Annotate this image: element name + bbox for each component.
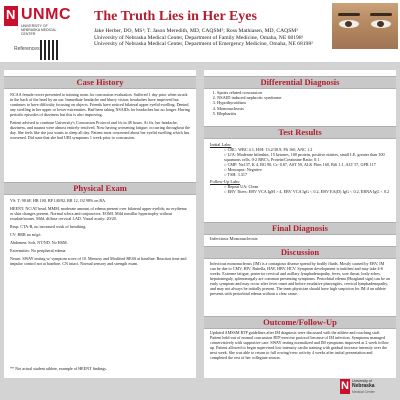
poster-header	[0, 0, 400, 62]
nebraska-n-mark: N	[341, 380, 349, 392]
right-brow	[370, 13, 392, 16]
case-history-paragraph-1: NCAA female rower presented to training room for concussion evaluation. Suffered 1 day prior when struck in the back of the head by an oar. Immediate headache and blurry vision; headaches have improved but continues to have difficulty focusing on objects. Friends have noticed bilateral upper eyelid swelling. Denied any swelling in her upper or lower extremities. Had been taking NSAIDs for headaches but no longer. Having periodic episodes of dizziness but this is also improving.	[10, 92, 190, 117]
affiliation-2: University of Nebraska Medical Center, Department of Emergency Medicine, Omaha, NE 68198²	[94, 41, 313, 48]
unmc-logo-mark: N	[4, 6, 18, 26]
followup-labs-label: Follow-Up Labs:	[210, 179, 241, 185]
affiliation-1: University of Nebraska Medical Center, Department of Family Medicine, Omaha, NE 68198¹	[94, 34, 304, 41]
unmc-logo-text: UNMC	[21, 6, 71, 23]
initial-labs-label: Initial Labs:	[210, 142, 232, 147]
right-column	[204, 70, 396, 378]
nebraska-line-2: Nebraska	[352, 383, 375, 390]
lab-item: ○ CBC: WBC 4.1, H/H: 13.2/38.9, Plt 160, ANC 1.2	[224, 147, 392, 152]
case-history-heading: Case History	[4, 76, 196, 89]
nebraska-line-3: Medical Center	[352, 390, 375, 394]
differential-item: 3. Hypothyroidism	[217, 100, 397, 105]
nebraska-medical-center-logo	[340, 378, 396, 398]
exam-vital-signs: VS: T: 98.6F, HR 100, BP 140/92, RR 12, O2 98% on RA.	[10, 198, 107, 203]
unmc-logo	[4, 6, 71, 40]
exam-extremities: Extremities: No peripheral edema.	[10, 248, 67, 253]
outcome-text: Updated AMSSM RTP guidelines after IM diagnosis were discussed with the athlete and coaching staff. Patient held-out of normal concussion RTP exercise protocol because of IM infection. Symptoms managed conservatively with supportive care. SWAY testing normalized and IM symptoms improved at 2 week follow up. Patient allowed to begin supervised low intensity cardio training with gradual increase intensity over the next week. She was able to return to full rowing/crew activity 4 weeks after initial presentation and completed the rest of her collegiate season.	[210, 330, 389, 360]
outcome-heading: Outcome/Follow-Up	[204, 316, 396, 329]
case-history-paragraph-2: Patient advised to continue University's Concussion Protocol and f/u in 48 hours. At f/u, her headache, dizziness, and nausea were almost entirely resolved. Now having worsening fatigue; occurring throughout the day. She feels like she just wants to sleep all day. Patient most concerned about her eyelid swelling which has worsened. Did state that she had URI symptoms 1 week prior to concussion.	[10, 120, 190, 140]
exam-cv: CV: RRR no m/g/r.	[10, 232, 42, 237]
left-eye	[339, 20, 359, 28]
authors-names: Jake Herber, DO, MS¹; T. Jason Meredith, MD, CAQSM²; Ross Mathiasen, MD, CAQSM²	[94, 28, 298, 34]
discussion-text: Infectious mononucleosis (IM) is a contagious disease spread by bodily fluids. Mostly caused by EBV, IM can be due to CMV, HIV, Rubella, HAV, HBV, HCV. Symptom development is indolent and may take 4-6 weeks. Extreme fatigue, posterior cervical and axillary lymphadenopathy, fever, sore throat, body aches, hepatomegaly, splenomegaly are common presenting symptoms. Periorbital edema (Hoagland sign) can be an early symptom and may occur after fever onset and before exudative pharyngitis, cervical lymphadenopathy, and may not always be initially present. The team physician should have high suspicion for IM if an athlete presents with periorbital edema without a clear cause.	[210, 261, 390, 296]
nebraska-line-1: University of	[352, 379, 372, 383]
eyelid-edema-photo	[332, 3, 398, 49]
lab-item: ○ Repeat UA: Clean	[224, 184, 392, 189]
test-results-heading: Test Results	[204, 126, 396, 139]
qr-code	[40, 40, 60, 60]
final-diagnosis-text: Infectious Mononucleosis	[210, 236, 258, 241]
case-history-body	[10, 92, 190, 143]
differential-list	[208, 90, 397, 116]
exam-footnote: ** Not actual student athlete, example of HEENT findings.	[10, 366, 108, 371]
test-results-body	[210, 140, 392, 194]
differential-item: 5. Blepharitis	[217, 111, 397, 116]
lab-item: ○ EBV Titers: EBV VCA IgM > 4, EBV VCA IgG < 0.2, EBV EA(D) IgG < 0.2, EBNA IgG < 0.2	[224, 189, 392, 194]
left-column	[4, 70, 196, 378]
discussion-heading: Discussion	[204, 246, 396, 259]
lab-item: ○ U/A: Moderate bilirubin, 15 ketones, 100 protein, positive nitrites, small LE, greater than 100 squamous cells, 0-2 RBC's, Protein/Creatinine Ratio: 0.1	[224, 152, 392, 162]
physical-exam-body	[10, 198, 190, 269]
right-eye	[371, 20, 391, 28]
left-brow	[338, 13, 360, 16]
differential-heading: Differential Diagnosis	[204, 76, 396, 89]
differential-item: 4. Mononucleosis	[217, 106, 397, 111]
lab-item: ○ CMP: Na137, K 4, BG 90, Cr: 0.67, AST 59, ALK Phos 160, Bili 1.1, ALT 57, GFR 117	[224, 162, 392, 167]
differential-item: 2. NSAID induced nephrotic syndrome	[217, 95, 397, 100]
lab-item: ○ Monospot: Negative	[224, 167, 392, 172]
nebraska-logo-text	[352, 379, 375, 390]
final-diagnosis-heading: Final Diagnosis	[204, 222, 396, 235]
exam-neuro: Neuro: SWAY testing w/ symptom score of 10. Memory and Modified BESS at baseline. Reaction time and impulse control not at baseline. CN intact. Normal sensory and strength exam.	[10, 256, 187, 266]
exam-resp: Resp: CTA-B, no increased work of breathing.	[10, 224, 87, 229]
exam-heent: HEENT: NC/AT head, MMM, moderate amount of edema present over bilateral upper eyelids; no erythema or skin changes present. Normal sclera and conjunctiva. EOMI. Mild tonsillar hypertrophy without exudate/stones. Mild, diffuse cervical LAD. Visual acuity: 20/20.	[10, 206, 187, 221]
lab-item: ○ TSH: 3.317	[224, 172, 392, 177]
poster-title: The Truth Lies in Her Eyes	[94, 9, 257, 24]
initial-labs-list	[210, 147, 392, 177]
physical-exam-heading: Physical Exam	[4, 182, 196, 195]
exam-abdomen: Abdomen: Soft, NT/ND. No HSM.	[10, 240, 68, 245]
differential-item: 1. Sports related concussion	[217, 90, 397, 95]
references-label: References	[14, 46, 40, 52]
followup-labs-list	[210, 184, 392, 194]
unmc-logo-subtitle: UNIVERSITY OF NEBRASKA MEDICAL CENTER	[21, 24, 57, 36]
